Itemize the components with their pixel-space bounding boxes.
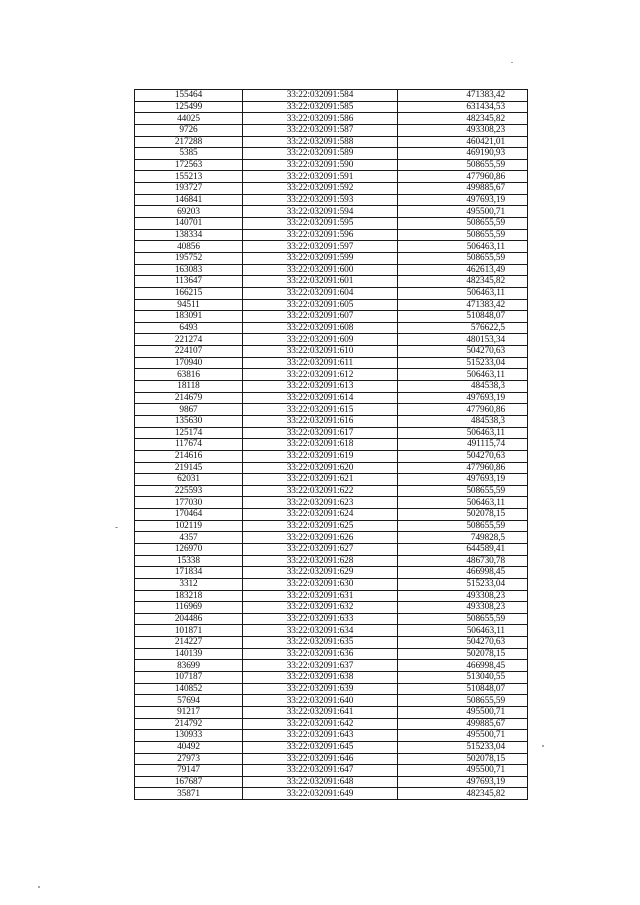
table-row bbox=[135, 695, 528, 707]
cell-value: 466998,45 bbox=[398, 660, 528, 672]
cell-value: 508655,59 bbox=[398, 520, 528, 532]
table-row bbox=[135, 334, 528, 346]
cell-cadastral-number: 33:22:032091:612 bbox=[243, 369, 398, 381]
cell-cadastral-number: 33:22:032091:611 bbox=[243, 357, 398, 369]
cell-cadastral-number: 33:22:032091:589 bbox=[243, 148, 398, 160]
cell-cadastral-number: 33:22:032091:624 bbox=[243, 509, 398, 521]
table-row bbox=[135, 252, 528, 264]
cell-value: 495500,71 bbox=[398, 765, 528, 777]
cell-id: 4357 bbox=[135, 532, 243, 544]
cell-cadastral-number: 33:22:032091:604 bbox=[243, 287, 398, 299]
cell-id: 140701 bbox=[135, 218, 243, 230]
cell-cadastral-number: 33:22:032091:632 bbox=[243, 602, 398, 614]
cell-value: 504270,63 bbox=[398, 346, 528, 358]
cell-id: 15338 bbox=[135, 555, 243, 567]
cell-value: 502078,15 bbox=[398, 509, 528, 521]
table-row bbox=[135, 159, 528, 171]
cell-value: 482345,82 bbox=[398, 113, 528, 125]
cell-value: 460421,01 bbox=[398, 136, 528, 148]
table-row bbox=[135, 381, 528, 393]
cell-id: 130933 bbox=[135, 730, 243, 742]
cell-id: 170464 bbox=[135, 509, 243, 521]
cell-id: 163083 bbox=[135, 264, 243, 276]
cell-cadastral-number: 33:22:032091:645 bbox=[243, 741, 398, 753]
table-row bbox=[135, 404, 528, 416]
cell-cadastral-number: 33:22:032091:600 bbox=[243, 264, 398, 276]
cell-id: 44025 bbox=[135, 113, 243, 125]
cell-id: 155213 bbox=[135, 171, 243, 183]
cell-value: 495500,71 bbox=[398, 706, 528, 718]
cell-value: 631434,53 bbox=[398, 101, 528, 113]
cell-id: 69203 bbox=[135, 206, 243, 218]
cell-id: 3312 bbox=[135, 578, 243, 590]
cell-cadastral-number: 33:22:032091:636 bbox=[243, 648, 398, 660]
cell-cadastral-number: 33:22:032091:605 bbox=[243, 299, 398, 311]
cell-id: 225593 bbox=[135, 485, 243, 497]
table-row bbox=[135, 567, 528, 579]
cell-value: 462613,49 bbox=[398, 264, 528, 276]
cell-value: 749828,5 bbox=[398, 532, 528, 544]
cell-cadastral-number: 33:22:032091:615 bbox=[243, 404, 398, 416]
table-row bbox=[135, 311, 528, 323]
cell-value: 493308,23 bbox=[398, 602, 528, 614]
table-row bbox=[135, 555, 528, 567]
cell-value: 515233,04 bbox=[398, 741, 528, 753]
cell-value: 510848,07 bbox=[398, 683, 528, 695]
table-row bbox=[135, 520, 528, 532]
cell-cadastral-number: 33:22:032091:609 bbox=[243, 334, 398, 346]
table-row bbox=[135, 439, 528, 451]
scan-speck bbox=[542, 745, 544, 747]
table-row bbox=[135, 590, 528, 602]
cell-cadastral-number: 33:22:032091:594 bbox=[243, 206, 398, 218]
table-row bbox=[135, 765, 528, 777]
table-row bbox=[135, 229, 528, 241]
cell-value: 497693,19 bbox=[398, 776, 528, 788]
cell-value: 506463,11 bbox=[398, 427, 528, 439]
cell-cadastral-number: 33:22:032091:635 bbox=[243, 637, 398, 649]
table-row bbox=[135, 718, 528, 730]
table-row bbox=[135, 706, 528, 718]
cell-value: 508655,59 bbox=[398, 218, 528, 230]
cell-id: 6493 bbox=[135, 322, 243, 334]
cell-value: 508655,59 bbox=[398, 695, 528, 707]
cell-value: 510848,07 bbox=[398, 311, 528, 323]
cell-id: 140852 bbox=[135, 683, 243, 695]
cell-id: 101871 bbox=[135, 625, 243, 637]
table-row bbox=[135, 194, 528, 206]
cell-cadastral-number: 33:22:032091:638 bbox=[243, 672, 398, 684]
cell-value: 497693,19 bbox=[398, 194, 528, 206]
cell-value: 644589,41 bbox=[398, 543, 528, 555]
cell-value: 506463,11 bbox=[398, 241, 528, 253]
cell-cadastral-number: 33:22:032091:625 bbox=[243, 520, 398, 532]
cell-value: 515233,04 bbox=[398, 578, 528, 590]
table-row bbox=[135, 90, 528, 102]
cell-value: 497693,19 bbox=[398, 474, 528, 486]
cell-value: 486730,78 bbox=[398, 555, 528, 567]
cell-cadastral-number: 33:22:032091:601 bbox=[243, 276, 398, 288]
cell-cadastral-number: 33:22:032091:616 bbox=[243, 415, 398, 427]
cell-value: 477960,86 bbox=[398, 171, 528, 183]
cell-id: 193727 bbox=[135, 183, 243, 195]
cell-value: 493308,23 bbox=[398, 124, 528, 136]
cell-id: 214679 bbox=[135, 392, 243, 404]
table-row bbox=[135, 264, 528, 276]
cell-cadastral-number: 33:22:032091:626 bbox=[243, 532, 398, 544]
cell-value: 508655,59 bbox=[398, 252, 528, 264]
cell-id: 63816 bbox=[135, 369, 243, 381]
cell-value: 506463,11 bbox=[398, 497, 528, 509]
cell-value: 471383,42 bbox=[398, 90, 528, 102]
table-row bbox=[135, 206, 528, 218]
cell-id: 27973 bbox=[135, 753, 243, 765]
cell-id: 171834 bbox=[135, 567, 243, 579]
cell-id: 224107 bbox=[135, 346, 243, 358]
cell-id: 214616 bbox=[135, 450, 243, 462]
cell-id: 62031 bbox=[135, 474, 243, 486]
cell-cadastral-number: 33:22:032091:641 bbox=[243, 706, 398, 718]
cell-value: 477960,86 bbox=[398, 462, 528, 474]
cell-cadastral-number: 33:22:032091:586 bbox=[243, 113, 398, 125]
cell-cadastral-number: 33:22:032091:630 bbox=[243, 578, 398, 590]
cell-cadastral-number: 33:22:032091:614 bbox=[243, 392, 398, 404]
table-row bbox=[135, 276, 528, 288]
table-row bbox=[135, 625, 528, 637]
table-row bbox=[135, 415, 528, 427]
cell-id: 94511 bbox=[135, 299, 243, 311]
cell-cadastral-number: 33:22:032091:618 bbox=[243, 439, 398, 451]
cell-id: 214227 bbox=[135, 637, 243, 649]
cell-cadastral-number: 33:22:032091:646 bbox=[243, 753, 398, 765]
cell-value: 506463,11 bbox=[398, 287, 528, 299]
cell-id: 102119 bbox=[135, 520, 243, 532]
cell-value: 469190,93 bbox=[398, 148, 528, 160]
table-row bbox=[135, 730, 528, 742]
cell-value: 495500,71 bbox=[398, 206, 528, 218]
cell-id: 155464 bbox=[135, 90, 243, 102]
cell-value: 502078,15 bbox=[398, 753, 528, 765]
table-row bbox=[135, 369, 528, 381]
table-row bbox=[135, 113, 528, 125]
table-row bbox=[135, 124, 528, 136]
cell-cadastral-number: 33:22:032091:628 bbox=[243, 555, 398, 567]
cell-cadastral-number: 33:22:032091:637 bbox=[243, 660, 398, 672]
cell-value: 499885,67 bbox=[398, 718, 528, 730]
cell-value: 502078,15 bbox=[398, 648, 528, 660]
cell-id: 40492 bbox=[135, 741, 243, 753]
cell-value: 495500,71 bbox=[398, 730, 528, 742]
cell-cadastral-number: 33:22:032091:584 bbox=[243, 90, 398, 102]
cell-value: 504270,63 bbox=[398, 450, 528, 462]
table-row bbox=[135, 602, 528, 614]
cell-cadastral-number: 33:22:032091:623 bbox=[243, 497, 398, 509]
cell-id: 219145 bbox=[135, 462, 243, 474]
cell-cadastral-number: 33:22:032091:643 bbox=[243, 730, 398, 742]
cell-value: 480153,34 bbox=[398, 334, 528, 346]
cell-value: 506463,11 bbox=[398, 369, 528, 381]
table-row bbox=[135, 672, 528, 684]
cell-id: 9726 bbox=[135, 124, 243, 136]
cell-cadastral-number: 33:22:032091:629 bbox=[243, 567, 398, 579]
cell-value: 497693,19 bbox=[398, 392, 528, 404]
cell-value: 482345,82 bbox=[398, 788, 528, 800]
cell-cadastral-number: 33:22:032091:621 bbox=[243, 474, 398, 486]
cell-value: 471383,42 bbox=[398, 299, 528, 311]
cell-id: 195752 bbox=[135, 252, 243, 264]
cell-value: 504270,63 bbox=[398, 637, 528, 649]
cell-id: 183091 bbox=[135, 311, 243, 323]
table-row bbox=[135, 357, 528, 369]
cell-id: 167687 bbox=[135, 776, 243, 788]
cell-id: 79147 bbox=[135, 765, 243, 777]
table-row bbox=[135, 497, 528, 509]
cell-cadastral-number: 33:22:032091:607 bbox=[243, 311, 398, 323]
table-row bbox=[135, 683, 528, 695]
cell-cadastral-number: 33:22:032091:593 bbox=[243, 194, 398, 206]
cell-id: 204486 bbox=[135, 613, 243, 625]
table-row bbox=[135, 346, 528, 358]
table-row bbox=[135, 660, 528, 672]
cell-cadastral-number: 33:22:032091:642 bbox=[243, 718, 398, 730]
cell-cadastral-number: 33:22:032091:591 bbox=[243, 171, 398, 183]
cell-id: 177030 bbox=[135, 497, 243, 509]
cell-value: 515233,04 bbox=[398, 357, 528, 369]
cell-cadastral-number: 33:22:032091:649 bbox=[243, 788, 398, 800]
cell-value: 508655,59 bbox=[398, 485, 528, 497]
cell-value: 508655,59 bbox=[398, 159, 528, 171]
cell-cadastral-number: 33:22:032091:627 bbox=[243, 543, 398, 555]
cell-cadastral-number: 33:22:032091:633 bbox=[243, 613, 398, 625]
cell-id: 107187 bbox=[135, 672, 243, 684]
cell-cadastral-number: 33:22:032091:613 bbox=[243, 381, 398, 393]
table-row bbox=[135, 637, 528, 649]
cell-id: 125174 bbox=[135, 427, 243, 439]
cell-cadastral-number: 33:22:032091:640 bbox=[243, 695, 398, 707]
table-row bbox=[135, 485, 528, 497]
cell-id: 138334 bbox=[135, 229, 243, 241]
table-row bbox=[135, 788, 528, 800]
cell-value: 499885,67 bbox=[398, 183, 528, 195]
cell-cadastral-number: 33:22:032091:647 bbox=[243, 765, 398, 777]
cell-cadastral-number: 33:22:032091:595 bbox=[243, 218, 398, 230]
table-row bbox=[135, 648, 528, 660]
cell-cadastral-number: 33:22:032091:588 bbox=[243, 136, 398, 148]
table-row bbox=[135, 753, 528, 765]
cell-id: 221274 bbox=[135, 334, 243, 346]
table-row bbox=[135, 613, 528, 625]
cell-id: 35871 bbox=[135, 788, 243, 800]
table-row bbox=[135, 148, 528, 160]
table-row bbox=[135, 450, 528, 462]
cell-cadastral-number: 33:22:032091:648 bbox=[243, 776, 398, 788]
cell-cadastral-number: 33:22:032091:592 bbox=[243, 183, 398, 195]
cell-id: 9867 bbox=[135, 404, 243, 416]
cell-id: 135630 bbox=[135, 415, 243, 427]
scan-speck bbox=[511, 62, 513, 63]
cell-cadastral-number: 33:22:032091:622 bbox=[243, 485, 398, 497]
cell-id: 166215 bbox=[135, 287, 243, 299]
cell-cadastral-number: 33:22:032091:587 bbox=[243, 124, 398, 136]
cell-id: 5385 bbox=[135, 148, 243, 160]
table-row bbox=[135, 532, 528, 544]
cell-value: 482345,82 bbox=[398, 276, 528, 288]
cell-value: 508655,59 bbox=[398, 229, 528, 241]
table-row bbox=[135, 474, 528, 486]
cell-value: 484538,3 bbox=[398, 381, 528, 393]
cell-id: 214792 bbox=[135, 718, 243, 730]
table-body bbox=[135, 90, 528, 800]
cell-value: 506463,11 bbox=[398, 625, 528, 637]
cell-id: 91217 bbox=[135, 706, 243, 718]
cell-id: 126970 bbox=[135, 543, 243, 555]
cell-cadastral-number: 33:22:032091:590 bbox=[243, 159, 398, 171]
cell-value: 484538,3 bbox=[398, 415, 528, 427]
cell-cadastral-number: 33:22:032091:619 bbox=[243, 450, 398, 462]
cell-value: 477960,86 bbox=[398, 404, 528, 416]
cell-id: 217288 bbox=[135, 136, 243, 148]
cell-id: 83699 bbox=[135, 660, 243, 672]
cell-id: 18118 bbox=[135, 381, 243, 393]
cell-id: 125499 bbox=[135, 101, 243, 113]
table-row bbox=[135, 509, 528, 521]
table-row bbox=[135, 287, 528, 299]
cell-id: 146841 bbox=[135, 194, 243, 206]
table-row bbox=[135, 776, 528, 788]
cell-id: 113647 bbox=[135, 276, 243, 288]
cell-id: 170940 bbox=[135, 357, 243, 369]
cell-value: 576622,5 bbox=[398, 322, 528, 334]
cell-cadastral-number: 33:22:032091:596 bbox=[243, 229, 398, 241]
cell-cadastral-number: 33:22:032091:631 bbox=[243, 590, 398, 602]
cell-id: 183218 bbox=[135, 590, 243, 602]
cell-value: 493308,23 bbox=[398, 590, 528, 602]
table-row bbox=[135, 427, 528, 439]
cell-cadastral-number: 33:22:032091:585 bbox=[243, 101, 398, 113]
cell-id: 116969 bbox=[135, 602, 243, 614]
table-row bbox=[135, 741, 528, 753]
cell-cadastral-number: 33:22:032091:639 bbox=[243, 683, 398, 695]
scan-speck bbox=[115, 527, 118, 528]
cell-cadastral-number: 33:22:032091:599 bbox=[243, 252, 398, 264]
table-row bbox=[135, 543, 528, 555]
cell-value: 491115,74 bbox=[398, 439, 528, 451]
cell-id: 172563 bbox=[135, 159, 243, 171]
cell-cadastral-number: 33:22:032091:608 bbox=[243, 322, 398, 334]
table-row bbox=[135, 136, 528, 148]
cell-id: 40856 bbox=[135, 241, 243, 253]
cell-value: 466998,45 bbox=[398, 567, 528, 579]
table-row bbox=[135, 183, 528, 195]
cell-cadastral-number: 33:22:032091:634 bbox=[243, 625, 398, 637]
cell-cadastral-number: 33:22:032091:617 bbox=[243, 427, 398, 439]
cell-value: 513040,55 bbox=[398, 672, 528, 684]
cell-id: 57694 bbox=[135, 695, 243, 707]
table-row bbox=[135, 171, 528, 183]
cell-id: 140139 bbox=[135, 648, 243, 660]
cell-cadastral-number: 33:22:032091:597 bbox=[243, 241, 398, 253]
cell-id: 117674 bbox=[135, 439, 243, 451]
table-row bbox=[135, 218, 528, 230]
table-row bbox=[135, 322, 528, 334]
cell-cadastral-number: 33:22:032091:610 bbox=[243, 346, 398, 358]
table-row bbox=[135, 578, 528, 590]
cadastral-value-table bbox=[134, 89, 528, 800]
table-row bbox=[135, 392, 528, 404]
table-row bbox=[135, 101, 528, 113]
table-row bbox=[135, 462, 528, 474]
cell-cadastral-number: 33:22:032091:620 bbox=[243, 462, 398, 474]
cell-value: 508655,59 bbox=[398, 613, 528, 625]
table-row bbox=[135, 299, 528, 311]
table-row bbox=[135, 241, 528, 253]
scan-speck bbox=[38, 886, 40, 888]
